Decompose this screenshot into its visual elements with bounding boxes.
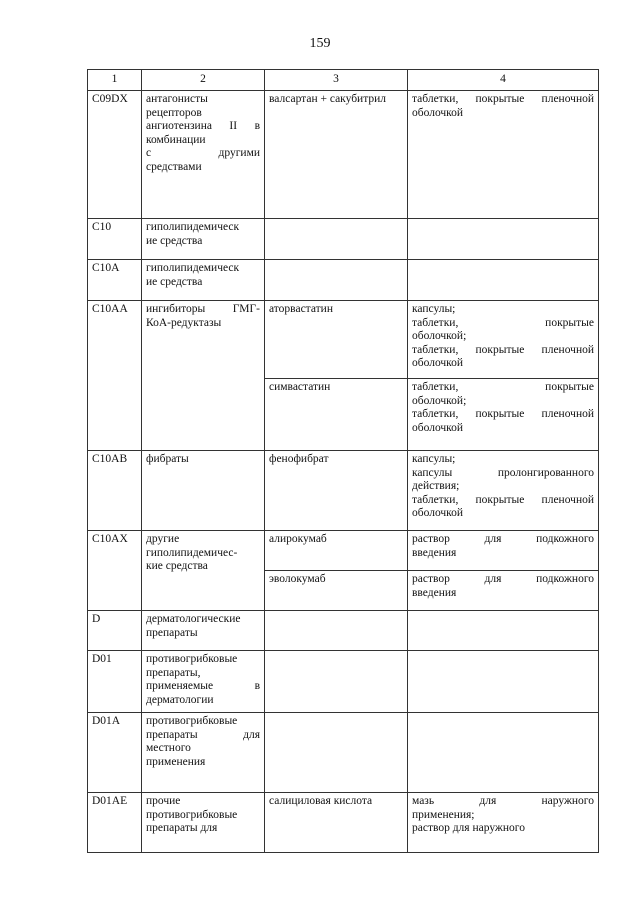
column-header-1: 1: [88, 70, 142, 91]
cell-line: препараты,: [146, 666, 201, 679]
cell-line: рецепторов: [146, 106, 202, 119]
cell-line: препараты для: [146, 822, 218, 834]
table-header-row: [88, 70, 599, 91]
anatomical-group-cell: [142, 713, 265, 793]
dosage-form-cell: [408, 611, 599, 651]
table-row: [88, 713, 599, 793]
cell-line: раствор для наружного: [412, 822, 525, 834]
anatomical-group-cell: [142, 793, 265, 853]
anatomical-group-cell: [142, 651, 265, 713]
atc-code-cell: D01A: [88, 713, 142, 793]
cell-line: антагонисты: [146, 93, 208, 105]
drug-name-cell: валсартан + сакубитрил: [265, 91, 408, 219]
atc-code-cell: D: [88, 611, 142, 651]
drug-name-cell: [265, 611, 408, 651]
cell-line: ангиотензина II в: [146, 120, 260, 132]
cell-line: препараты: [146, 626, 198, 639]
cell-line: местного: [146, 742, 191, 754]
cell-line: комбинации: [146, 133, 206, 146]
dosage-form-cell: [408, 301, 599, 379]
drug-name-cell: фенофибрат: [265, 451, 408, 531]
atc-code-cell: C10AX: [88, 531, 142, 611]
cell-line: капсулы пролонгированного: [412, 466, 594, 479]
drug-name-cell: эволокумаб: [265, 571, 408, 611]
table-row: [88, 260, 599, 301]
atc-drug-table: [87, 69, 599, 853]
drug-name-cell: [265, 219, 408, 260]
cell-line: противогрибковые: [146, 653, 238, 665]
atc-code-cell: C10A: [88, 260, 142, 301]
cell-line: гиполипидемическ: [146, 221, 240, 233]
dosage-form-cell: [408, 713, 599, 793]
cell-line: гиполипидемичес-: [146, 546, 238, 559]
dosage-form-cell: [408, 260, 599, 301]
atc-code-cell: C10AB: [88, 451, 142, 531]
anatomical-group-cell: [142, 301, 265, 451]
cell-line: оболочкой: [412, 507, 464, 519]
anatomical-group-cell: [142, 531, 265, 611]
cell-line: ие средства: [146, 234, 203, 247]
cell-line: таблетки, покрытые пленочной: [412, 93, 594, 105]
cell-line: оболочкой: [412, 421, 464, 434]
cell-line: дерматологические: [146, 613, 241, 625]
dosage-form-cell: [408, 451, 599, 531]
cell-line: раствор для подкожного: [412, 573, 594, 585]
anatomical-group-cell: [142, 91, 265, 219]
cell-line: оболочкой;: [412, 394, 467, 407]
cell-line: введения: [412, 586, 457, 599]
drug-name-cell: [265, 260, 408, 301]
column-header-4: 4: [408, 70, 599, 91]
atc-code-cell: D01AE: [88, 793, 142, 853]
anatomical-group-cell: [142, 611, 265, 651]
cell-line: капсулы;: [412, 453, 456, 465]
table-row: [88, 611, 599, 651]
table-row: [88, 451, 599, 531]
table-row: [88, 793, 599, 853]
cell-line: гиполипидемическ: [146, 262, 240, 274]
cell-line: оболочкой: [412, 357, 464, 369]
dosage-form-cell: [408, 531, 599, 571]
drug-name-cell: [265, 713, 408, 793]
cell-line: введения: [412, 546, 457, 559]
cell-line: таблетки, покрытые: [412, 316, 594, 329]
cell-line: применяемые в: [146, 680, 260, 692]
cell-line: противогрибковые: [146, 808, 238, 821]
cell-line: прочие: [146, 795, 181, 807]
anatomical-group-cell: [142, 219, 265, 260]
cell-line: капсулы;: [412, 303, 456, 315]
atc-code-cell: C10: [88, 219, 142, 260]
cell-line: действия;: [412, 480, 460, 492]
column-header-2: 2: [142, 70, 265, 91]
cell-line: дерматологии: [146, 693, 214, 706]
table-row: [88, 301, 599, 379]
dosage-form-cell: [408, 91, 599, 219]
anatomical-group-cell: [142, 451, 265, 531]
cell-line: таблетки, покрытые пленочной: [412, 493, 594, 506]
drug-name-cell: симвастатин: [265, 379, 408, 451]
drug-name-cell: [265, 651, 408, 713]
drug-name-cell: алирокумаб: [265, 531, 408, 571]
table-row: [88, 531, 599, 571]
cell-line: средствами: [146, 160, 202, 173]
cell-line: КоА-редуктазы: [146, 316, 222, 329]
cell-line: таблетки, покрытые пленочной: [412, 343, 594, 356]
cell-line: с другими: [146, 147, 260, 159]
cell-line: применения: [146, 755, 206, 768]
cell-line: оболочкой;: [412, 330, 467, 342]
table-row: [88, 91, 599, 219]
cell-line: ингибиторы ГМГ-: [146, 303, 260, 315]
cell-line: раствор для подкожного: [412, 533, 594, 545]
cell-line: таблетки, покрытые пленочной: [412, 408, 594, 420]
cell-line: таблетки, покрытые: [412, 381, 594, 393]
cell-line: применения;: [412, 808, 475, 821]
cell-line: препараты для: [146, 728, 260, 741]
cell-line: оболочкой: [412, 106, 464, 119]
page-number: 159: [309, 36, 331, 51]
cell-line: ие средства: [146, 275, 203, 288]
dosage-form-cell: [408, 793, 599, 853]
anatomical-group-cell: [142, 260, 265, 301]
table-row: [88, 219, 599, 260]
drug-name-cell: салициловая кислота: [265, 793, 408, 853]
column-header-3: 3: [265, 70, 408, 91]
atc-code-cell: C10AA: [88, 301, 142, 451]
table-body: [88, 91, 599, 853]
table-row: [88, 651, 599, 713]
dosage-form-cell: [408, 219, 599, 260]
cell-line: противогрибковые: [146, 715, 238, 727]
atc-code-cell: D01: [88, 651, 142, 713]
dosage-form-cell: [408, 379, 599, 451]
cell-line: фибраты: [146, 453, 189, 465]
cell-line: мазь для наружного: [412, 795, 594, 807]
cell-line: другие: [146, 533, 180, 545]
dosage-form-cell: [408, 571, 599, 611]
atc-code-cell: C09DX: [88, 91, 142, 219]
dosage-form-cell: [408, 651, 599, 713]
drug-name-cell: аторвастатин: [265, 301, 408, 379]
cell-line: кие средства: [146, 560, 208, 572]
